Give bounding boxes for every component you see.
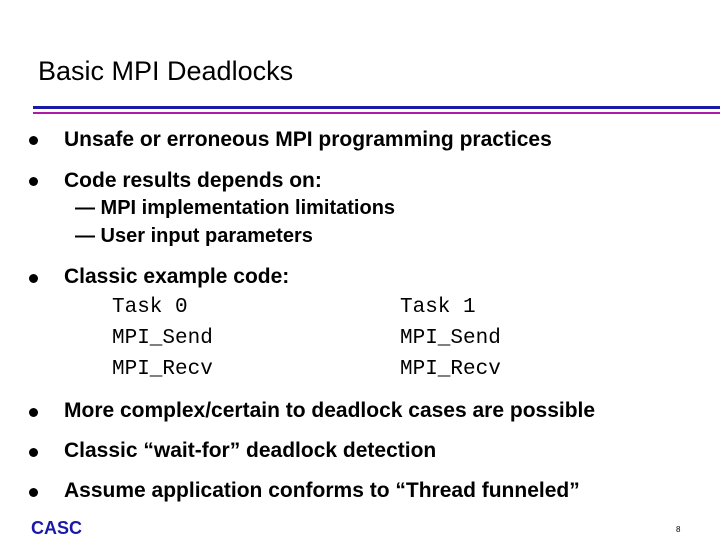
bullet-text: Assume application conforms to “Thread funneled” — [64, 479, 580, 502]
bullet-text: Classic “wait-for” deadlock detection — [64, 439, 437, 462]
sub-bullet-text: — User input parameters — [75, 225, 313, 247]
bullet-dot — [29, 177, 38, 186]
bullet-text: Unsafe or erroneous MPI programming practices — [64, 128, 552, 151]
bullet-text: Classic example code: — [64, 265, 290, 288]
title-rule-blue — [33, 106, 720, 109]
bullet-dot — [29, 448, 38, 457]
bullet-dot — [29, 274, 38, 283]
bullet-dot — [29, 408, 38, 417]
code-task0-header: Task 0 — [112, 296, 188, 319]
code-task0-line: MPI_Recv — [112, 358, 213, 381]
title-rule-pink — [33, 112, 720, 114]
page-number: 8 — [676, 525, 681, 534]
sub-bullet-text: — MPI implementation limitations — [75, 197, 396, 219]
bullet-text: More complex/certain to deadlock cases are possible — [64, 399, 596, 422]
casc-logo: CASC — [31, 518, 83, 538]
bullet-text: Code results depends on: — [64, 169, 322, 192]
code-task0-line: MPI_Send — [112, 327, 213, 350]
code-task1-line: MPI_Send — [400, 327, 501, 350]
slide-title: Basic MPI Deadlocks — [38, 56, 294, 86]
code-task1-line: MPI_Recv — [400, 358, 501, 381]
code-task1-header: Task 1 — [400, 296, 476, 319]
bullet-dot — [29, 136, 38, 145]
bullet-dot — [29, 488, 38, 497]
